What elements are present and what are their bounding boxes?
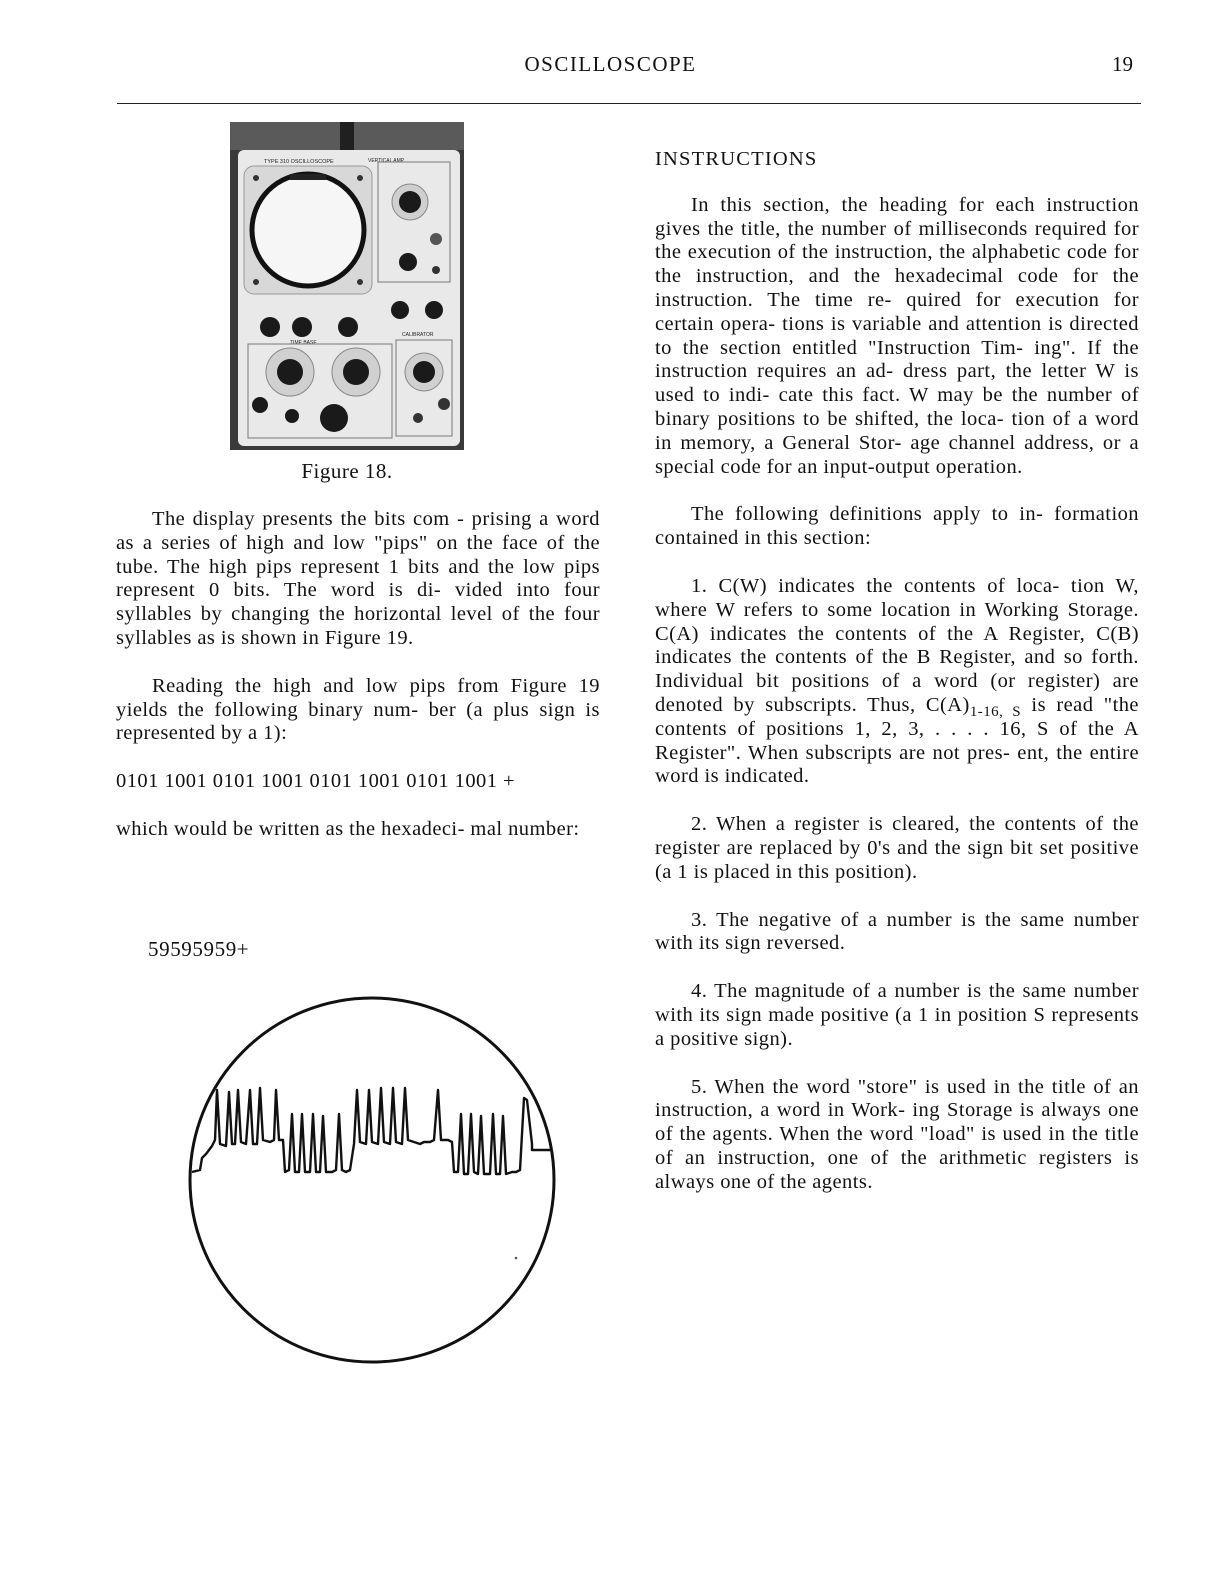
header-title: OSCILLOSCOPE	[524, 52, 697, 76]
left-paragraph-3: which would be written as the hexadeci- mal number:	[116, 817, 580, 840]
definition-item-2: 2. When a register is cleared, the contents of the register are replaced by 0's and the sign bit set positive (a 1 is placed in this position).	[655, 813, 1139, 883]
definition-item-1	[655, 575, 1139, 789]
left-column	[116, 508, 600, 842]
definition-item-3: 3. The negative of a number is the same number with its sign reversed.	[655, 908, 1139, 955]
left-paragraph-2: Reading the high and low pips from Figure 19 yields the following binary num- ber (a plus sign is represented by a 1):	[116, 674, 600, 745]
page-number: 19	[1112, 52, 1133, 76]
binary-number: 0101 1001 0101 1001 0101 1001 0101 1001 +	[116, 770, 516, 793]
scope-tube-outline	[190, 998, 554, 1362]
definition-item-1-text-a: 1. C(W) indicates the contents of loca- tion W, where W refers to some location in Working Storage. C(A) indicates the contents of the A Register, C(B) indicates the contents of the B Register, and so forth. Individual bit positions of a word (or register) are denoted by subscripts. Thus, C(A)	[655, 574, 1139, 716]
definition-item-5: 5. When the word "store" is used in the title of an instruction, a word in Work- ing Storage is always one of the agents. When the word "load" is used in the title of an instruction, one of the arithmetic registers is always one of the agents.	[655, 1075, 1139, 1193]
scope-pip-waveform	[192, 1088, 552, 1174]
oscilloscope-photo	[230, 122, 464, 450]
panel-label-timebase: TIME BASE	[290, 340, 317, 346]
definition-item-1-text-b: is read "the contents of positions 1, 2, 3, . . . . 16, S of the A Register". When subscripts are not pres- ent, the entire word is indicated.	[655, 693, 1139, 788]
header-rule	[117, 103, 1141, 104]
panel-label-vertical: VERTICAL AMP	[368, 158, 405, 164]
left-paragraph-1: The display presents the bits com - prising a word as a series of high and low "pips" on the face of the tube. The high pips represent 1 bits and the low pips represent 0 bits. The word is di- vided into four syllables by changing the horizontal level of the four syllables as is shown in Figure 19.	[116, 508, 600, 649]
subscript-range: 1-16, S	[969, 703, 1022, 720]
hex-number: 59595959+	[148, 937, 250, 961]
scope-trace-figure	[186, 994, 558, 1366]
right-paragraph-2: The following definitions apply to in- formation contained in this section:	[655, 503, 1139, 550]
panel-label-model: TYPE 310 OSCILLOSCOPE	[264, 159, 334, 165]
right-column	[655, 148, 1139, 1194]
section-heading: INSTRUCTIONS	[655, 148, 818, 170]
right-paragraph-1: In this section, the heading for each instruction gives the title, the number of milliseconds required for the execution of the instruction, the alphabetic code for the instruction, and the hexadecimal code for the instruction. The time re- quired for execution for certain opera- tions is variable and attention is directed to the section entitled "Instruction Tim- ing". If the instruction requires an ad- dress part, the letter W is used to indi- cate this fact. W may be the number of binary positions to be shifted, the loca- tion of a word in memory, a General Stor- age channel address, or a special code for an input-output operation.	[655, 193, 1139, 478]
figure-18-caption: Figure 18.	[301, 459, 393, 483]
definition-item-4: 4. The magnitude of a number is the same number with its sign made positive (a 1 in position S represents a positive sign).	[655, 980, 1139, 1050]
panel-label-calibrator: CALIBRATOR	[402, 332, 434, 338]
